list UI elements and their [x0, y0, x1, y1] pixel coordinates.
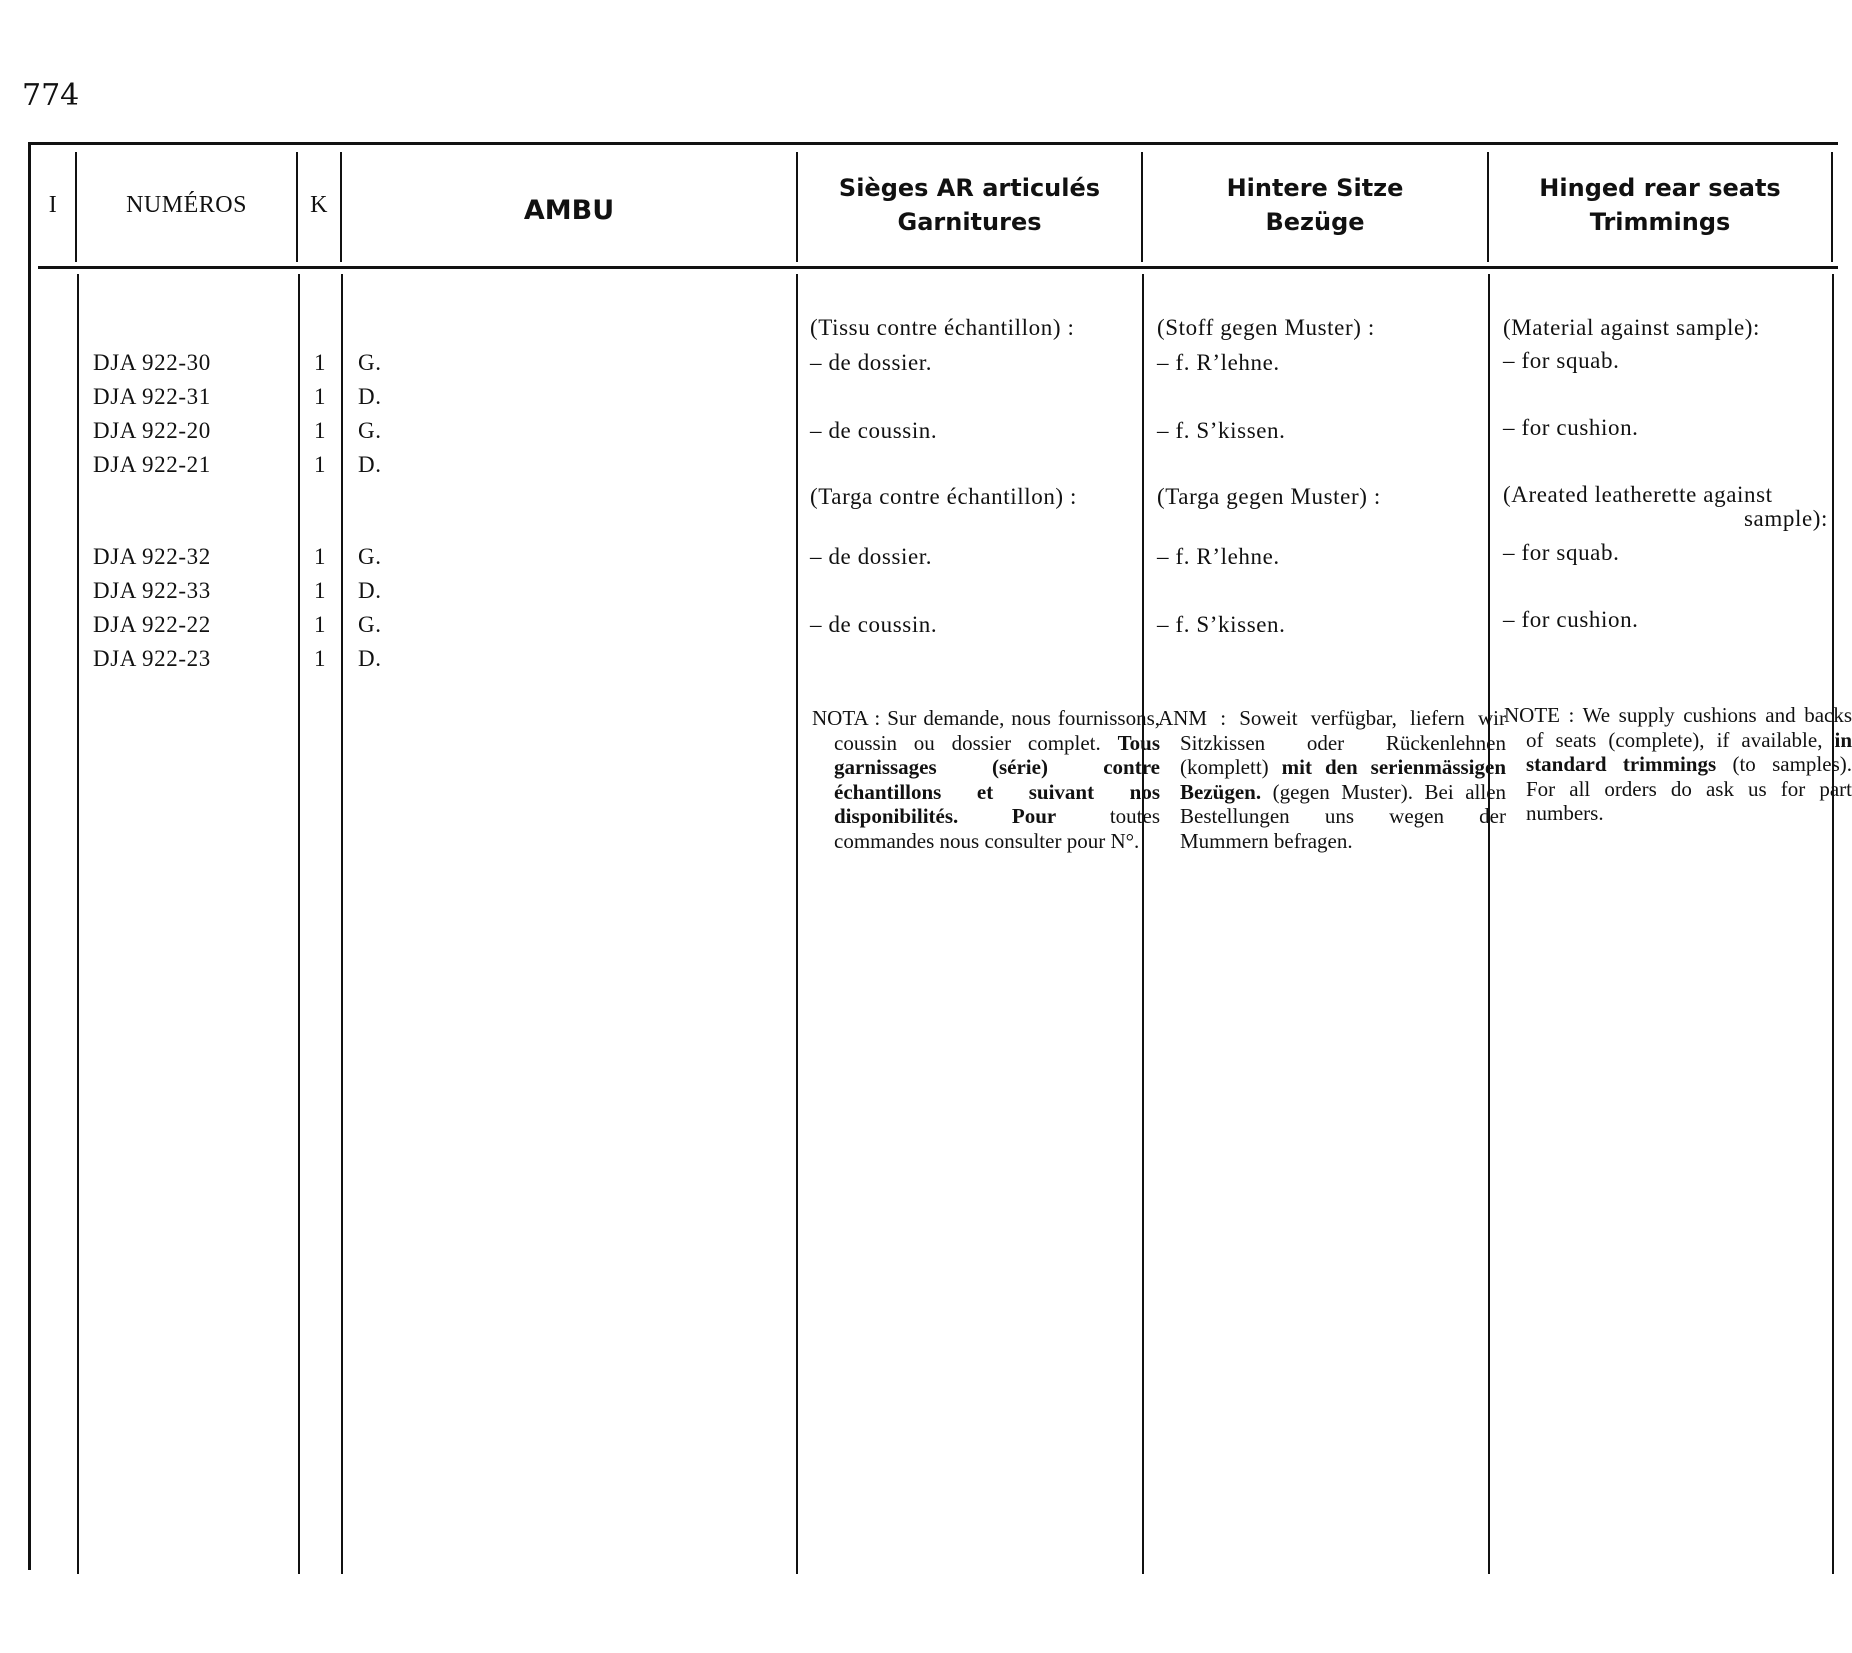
de-cushion2: – f. S’kissen.	[1157, 612, 1286, 637]
body-divider-ambu	[796, 274, 798, 1574]
part-side: G.	[358, 418, 382, 443]
fr-group1-title: (Tissu contre échantillon) :	[810, 315, 1075, 340]
header-french-line1: Sièges AR articulés	[838, 174, 1101, 202]
header-german	[1143, 150, 1487, 260]
en-note-text-a: We supply cushions and backs of seats (complete), if available,	[1526, 703, 1852, 752]
de-note-text-b: mit den serienmässigen Bezügen.	[1180, 755, 1507, 804]
de-squab1: – f. R’lehne.	[1157, 350, 1280, 375]
de-note-text-c: (gegen Muster). Bei allen Bestellungen uns wegen der Mummern befragen.	[1180, 779, 1507, 853]
en-note	[1504, 703, 1852, 826]
part-side: D.	[358, 384, 382, 409]
fr-note-label: NOTA :	[812, 706, 881, 730]
header-english-line1: Hinged rear seats	[1539, 174, 1781, 202]
part-qty: 1	[314, 384, 327, 409]
part-numero: DJA 922-21	[93, 452, 211, 477]
fr-note	[812, 706, 1160, 853]
table-top-rule	[30, 142, 1838, 145]
fr-cushion2: – de coussin.	[810, 612, 938, 637]
de-group1-title: (Stoff gegen Muster) :	[1157, 315, 1375, 340]
fr-squab1: – de dossier.	[810, 350, 933, 375]
en-cushion1: – for cushion.	[1503, 415, 1639, 440]
en-group2-title-b: sample):	[1744, 506, 1828, 531]
en-note-text-c: (to samples). For all orders do ask us for part numbers.	[1526, 752, 1852, 825]
header-numeros	[77, 150, 296, 260]
fr-cushion1: – de coussin.	[810, 418, 938, 443]
header-english	[1489, 150, 1831, 260]
header-german-line1: Hintere Sitze	[1226, 174, 1404, 202]
fr-squab2: – de dossier.	[810, 544, 933, 569]
part-qty: 1	[314, 544, 327, 569]
part-numero: DJA 922-20	[93, 418, 211, 443]
body-divider-k	[341, 274, 343, 1574]
part-numero: DJA 922-31	[93, 384, 211, 409]
body-divider-i	[77, 274, 79, 1574]
part-side: D.	[358, 578, 382, 603]
col-divider-en	[1831, 152, 1833, 262]
part-numero: DJA 922-22	[93, 612, 211, 637]
fr-note-text-c: toutes commandes nous consulter pour N°.	[834, 804, 1160, 853]
part-numero: DJA 922-32	[93, 544, 211, 569]
part-qty: 1	[314, 612, 327, 637]
header-ambu-label: AMBU	[523, 195, 615, 226]
de-note-label: ANM :	[1158, 706, 1227, 730]
part-qty: 1	[314, 452, 327, 477]
table-left-border	[28, 142, 31, 1570]
header-english-line2: Trimmings	[1589, 208, 1731, 236]
header-k	[298, 150, 340, 260]
part-side: G.	[358, 544, 382, 569]
part-numero: DJA 922-30	[93, 350, 211, 375]
de-squab2: – f. R’lehne.	[1157, 544, 1280, 569]
en-cushion2: – for cushion.	[1503, 607, 1639, 632]
de-note-text-a: Soweit verfügbar, liefern wir Sitzkissen oder Rückenlehnen (komplett)	[1180, 706, 1507, 779]
header-ambu	[342, 156, 796, 266]
part-qty: 1	[314, 646, 327, 671]
en-note-label: NOTE :	[1504, 703, 1575, 727]
part-side: D.	[358, 452, 382, 477]
body-divider-en	[1832, 274, 1834, 1574]
header-french	[798, 150, 1141, 260]
en-group1-title: (Material against sample):	[1503, 315, 1761, 340]
fr-group2-title: (Targa contre échantillon) :	[810, 484, 1078, 509]
fr-note-text-a: Sur demande, nous fournissons, coussin ou dossier complet.	[834, 706, 1160, 755]
de-note	[1158, 706, 1506, 853]
body-divider-numeros	[298, 274, 300, 1574]
header-german-line2: Bezüge	[1265, 208, 1365, 236]
header-french-line2: Garnitures	[897, 208, 1042, 236]
part-side: D.	[358, 646, 382, 671]
en-note-text-b: in standard trimmings	[1526, 727, 1852, 776]
header-k-label: K	[310, 191, 328, 218]
body-divider-de	[1488, 274, 1490, 1574]
header-i-label: I	[48, 191, 58, 218]
fr-note-text-b: Tous garnissages (série) contre échantillons et suivant nos disponibilités. Pour	[834, 730, 1161, 828]
en-squab1: – for squab.	[1503, 348, 1620, 373]
part-numero: DJA 922-33	[93, 578, 211, 603]
part-side: G.	[358, 612, 382, 637]
header-numeros-label: NUMÉROS	[126, 191, 247, 218]
part-side: G.	[358, 350, 382, 375]
en-squab2: – for squab.	[1503, 540, 1620, 565]
en-group2-title-a: (Areated leatherette against	[1503, 482, 1773, 507]
de-group2-title: (Targa gegen Muster) :	[1157, 484, 1381, 509]
header-i	[31, 150, 75, 260]
part-qty: 1	[314, 350, 327, 375]
de-cushion1: – f. S’kissen.	[1157, 418, 1286, 443]
body-divider-fr	[1142, 274, 1144, 1574]
part-qty: 1	[314, 578, 327, 603]
part-numero: DJA 922-23	[93, 646, 211, 671]
part-qty: 1	[314, 418, 327, 443]
page-number: 774	[22, 78, 80, 113]
header-bottom-rule	[38, 266, 1838, 269]
